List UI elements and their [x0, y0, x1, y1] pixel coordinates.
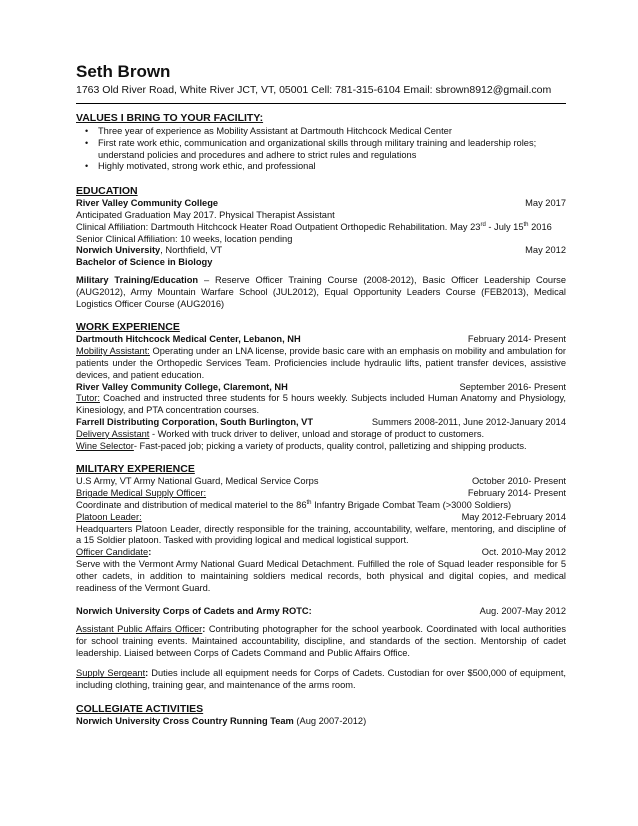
- mil-r4-title: Assistant Public Affairs Officer: [76, 624, 203, 635]
- work-fd-title2: Wine Selector: [76, 440, 134, 451]
- education-heading: EDUCATION: [76, 185, 138, 198]
- mil-r1-date: February 2014- Present: [467, 488, 566, 499]
- edu-rvcc-line2a: Clinical Affiliation: Dartmouth Hitchcock Heater Road Outpatient Orthopedic Rehabilitation. May 23: [76, 221, 481, 232]
- mil-nu-row: [76, 606, 566, 618]
- mil-r3-title: Officer Candidate: [76, 547, 149, 558]
- edu-nu-name: Norwich University: [76, 245, 161, 256]
- collegiate-item-date: (Aug 2007-2012): [293, 716, 367, 727]
- edu-military-text: – Reserve Officer Training Course (2008-2012), Basic Officer Leadership Course (AUG2012), Army Mountain Warfare School (JUL2012), Equal Opportunity Leaders Course (FEB2013), Medical Logistics Officer Course (AUG2016): [76, 274, 567, 309]
- mil-nu-date: Aug. 2007-May 2012: [479, 606, 566, 617]
- mil-unit: U.S Army, VT Army National Guard, Medical Service Corps: [76, 476, 319, 487]
- work-fd-text2: - Fast-paced job; picking a variety of products, quality control, palletizing and shipping products.: [133, 440, 527, 451]
- sup-th: th: [523, 221, 529, 228]
- work-rv-desc: [76, 393, 566, 417]
- work-dh-desc: [76, 346, 566, 381]
- edu-nu-date: May 2012: [525, 245, 566, 256]
- applicant-name: Seth Brown: [76, 62, 171, 81]
- edu-rvcc-date: May 2017: [525, 198, 566, 209]
- mil-r1-title: Brigade Medical Supply Officer:: [76, 488, 207, 499]
- mil-r5-title: Supply Sergeant: [76, 668, 146, 679]
- resume-page: [76, 62, 566, 728]
- work-rv-name: River Valley Community College, Claremont, NH: [76, 381, 288, 392]
- work-dh-name: Dartmouth Hitchcock Medical Center, Lebanon, NH: [76, 334, 301, 345]
- collegiate-heading: COLLEGIATE ACTIVITIES: [76, 703, 204, 716]
- header-divider: [76, 103, 566, 104]
- values-item: • Highly motivated, strong work ethic, and professional: [98, 161, 566, 173]
- mil-r5-text: Duties include all equipment needs for Corps of Cadets. Custodian for over $500,000 of equipment, including clothing, training gear, and maintenance of the arms room.: [76, 668, 566, 691]
- mil-r4-text: Contributing photographer for the school yearbook. Coordinated with local authorities for school training events. Maintained accountability, discipline, and standards of the section. Mentorship of cadet leadership. Liaised between Corps of Cadets Command and Public Affairs Office.: [76, 624, 566, 658]
- work-rv-date: September 2016- Present: [459, 381, 566, 392]
- work-fd-name: Farrell Distributing Corporation, South Burlington, VT: [76, 416, 314, 427]
- edu-rvcc-name: River Valley Community College: [76, 198, 219, 209]
- edu-rvcc-line2b: - July 15: [485, 221, 524, 232]
- edu-military-training: [76, 275, 566, 310]
- work-dh-title: Mobility Assistant:: [76, 346, 150, 357]
- work-fd-title1: Delivery Assistant: [76, 428, 150, 439]
- work-dh-date: February 2014- Present: [467, 334, 566, 345]
- sup-th: th: [306, 499, 312, 506]
- work-fd-text1: - Worked with truck driver to deliver, unload and storage of product to customers.: [149, 428, 485, 439]
- mil-r5-desc: [76, 668, 566, 692]
- edu-rvcc-line1: Anticipated Graduation May 2017. Physical Therapist Assistant: [76, 209, 335, 220]
- mil-r3-date: Oct. 2010-May 2012: [481, 547, 566, 558]
- work-heading: WORK EXPERIENCE: [76, 321, 180, 334]
- values-item: • First rate work ethic, communication and organizational skills through military training and leadership roles; understand policies and procedures and adhere to strict rules and regulations: [98, 138, 566, 162]
- edu-nu-degree: Bachelor of Science in Biology: [76, 257, 213, 268]
- mil-r2-date: May 2012-February 2014: [461, 511, 566, 522]
- mil-r3-row: [76, 547, 566, 559]
- work-fd-desc1: [76, 429, 566, 441]
- work-fd-row: [76, 417, 566, 429]
- edu-military-label: Military Training/Education: [76, 274, 199, 285]
- edu-rvcc-line2c: 2016: [528, 221, 552, 232]
- mil-r5-colon: :: [145, 668, 149, 679]
- sup-rd: rd: [480, 221, 486, 228]
- edu-rvcc-line2: [76, 222, 566, 234]
- edu-rvcc-line3: Senior Clinical Affiliation: 10 weeks, location pending: [76, 233, 293, 244]
- mil-r2-row: [76, 512, 566, 524]
- values-list: [76, 126, 566, 173]
- edu-rvcc-row: [76, 198, 566, 210]
- mil-r2-desc: Headquarters Platoon Leader, directly responsible for the training, accountability, welfare, mentoring, and discipline of a 15 Soldier platoon. Tasked with providing logical and medical logistical support.: [76, 523, 566, 546]
- work-rv-row: [76, 382, 566, 394]
- mil-r3-colon: :: [148, 547, 152, 558]
- work-dh-text: Operating under an LNA license, provide basic care with an emphasis on mobility and ambulation for patients under the Orthopedic Services Team. Proficiencies include hydraulic lifts, patient transfer devices, assistive devices, and patient education.: [76, 346, 566, 380]
- mil-r2-title: Platoon Leader:: [76, 511, 142, 522]
- mil-nu-name: Norwich University Corps of Cadets and Army ROTC:: [76, 606, 312, 617]
- collegiate-item-name: Norwich University Cross Country Running Team: [76, 716, 294, 727]
- military-heading: MILITARY EXPERIENCE: [76, 463, 195, 476]
- mil-r1-row: [76, 488, 566, 500]
- mil-unit-date: October 2010- Present: [471, 476, 566, 487]
- work-rv-text: Coached and instructed three students for 5 hours weekly. Subjects included Human Anatomy and Physiology, Kinesiology, and PTA concentration courses.: [76, 393, 566, 416]
- work-rv-title: Tutor:: [76, 393, 100, 404]
- values-item: • Three year of experience as Mobility Assistant at Dartmouth Hitchcock Medical Center: [98, 126, 566, 138]
- collegiate-item: [76, 716, 566, 728]
- work-fd-date: Summers 2008-2011, June 2012-January 2014: [371, 416, 566, 427]
- edu-nu-loc: , Northfield, VT: [160, 245, 223, 256]
- mil-r1-text-a: Coordinate and distribution of medical materiel to the 86: [76, 499, 307, 510]
- contact-line: 1763 Old River Road, White River JCT, VT, 05001 Cell: 781-315-6104 Email: sbrown8912@gmail.com: [76, 84, 552, 96]
- values-heading: VALUES I BRING TO YOUR FACILITY:: [76, 112, 264, 124]
- work-fd-desc2: [76, 441, 566, 453]
- mil-r1-text-b: Infantry Brigade Combat Team (>3000 Soldiers): [311, 499, 512, 510]
- work-dh-row: [76, 334, 566, 346]
- mil-r4-colon: :: [202, 624, 206, 635]
- mil-unit-row: [76, 476, 566, 488]
- edu-nu-row: [76, 245, 566, 257]
- mil-r4-desc: [76, 624, 566, 659]
- mil-r3-desc: Serve with the Vermont Army National Guard Medical Detachment. Fulfilled the role of Squad leader responsible for 5 other cadets, in addition to maintaining soldiers medical records, both physical and digital copies, and medical readiness of the Vermont Guard.: [76, 558, 566, 593]
- mil-r1-desc: [76, 500, 566, 512]
